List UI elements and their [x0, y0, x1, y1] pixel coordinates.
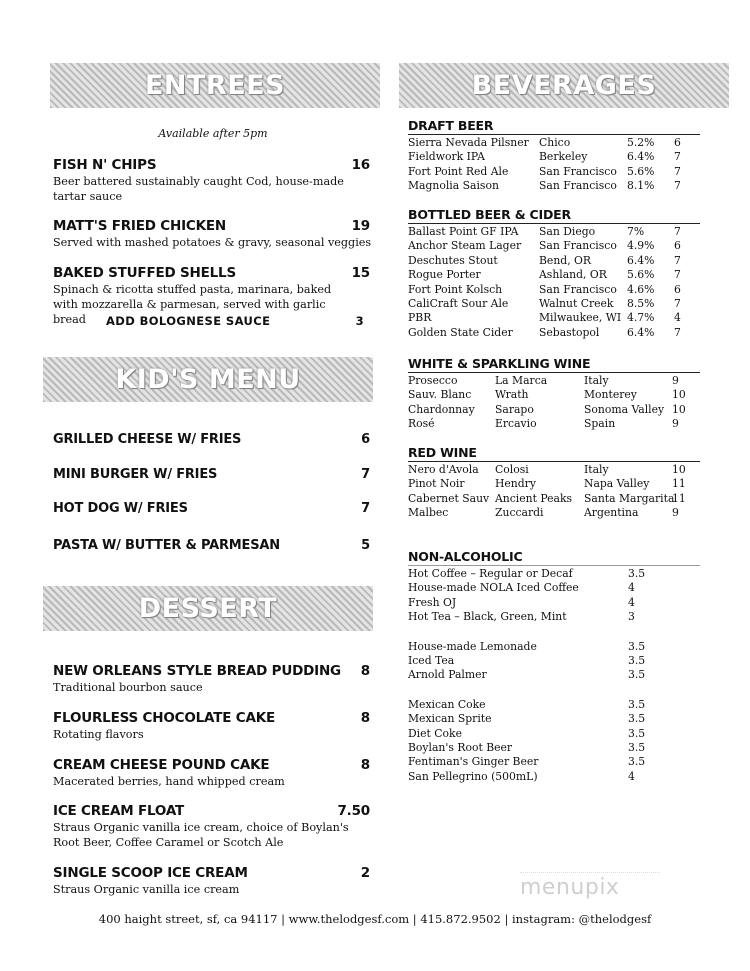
- beverage-cell: Hendry: [495, 477, 536, 491]
- beverage-cell: 7%: [627, 225, 645, 238]
- entree-addon: [106, 314, 364, 328]
- beverage-cell: 3.5: [628, 741, 646, 754]
- beverage-cell: 6.4%: [627, 253, 655, 267]
- bottled-beer-title: BOTTLED BEER & CIDER: [408, 207, 700, 224]
- beverage-cell: Wrath: [495, 388, 529, 402]
- beverage-cell: Walnut Creek: [539, 297, 614, 310]
- non-alcoholic-title: NON-ALCOHOLIC: [408, 549, 700, 566]
- beverage-cell: Mexican Coke: [408, 697, 486, 711]
- dessert-price-float: 7.50: [337, 803, 370, 819]
- kids-item: [53, 538, 370, 553]
- beverage-cell: 3.5: [628, 654, 646, 667]
- kids-name-hot-dog: HOT DOG W/ FRIES: [53, 501, 188, 516]
- beverage-cell: 3.5: [628, 712, 646, 726]
- beverage-cell: 3.5: [628, 639, 646, 653]
- entree-desc-shells: Spinach & ricotta stuffed pasta, marinara, baked with mozzarella & parmesan, served with garlic bread: [53, 283, 332, 326]
- kids-banner: [43, 357, 373, 402]
- beverage-cell: La Marca: [495, 374, 548, 387]
- entree-name-fish: FISH N' CHIPS: [53, 157, 157, 173]
- entree-price-chicken: 19: [351, 218, 370, 234]
- beverage-cell: 6: [674, 239, 681, 253]
- beverage-cell: House-made Lemonade: [408, 639, 537, 653]
- beverage-cell: Hot Coffee – Regular or Decaf: [408, 567, 573, 580]
- beverage-cell: Fentiman's Ginger Beer: [408, 755, 539, 769]
- beverage-cell: Bend, OR: [539, 253, 592, 267]
- entree-item-name: [53, 157, 370, 173]
- beverage-cell: 10: [672, 463, 686, 476]
- kids-name-grilled-cheese: GRILLED CHEESE W/ FRIES: [53, 432, 242, 447]
- beverage-cell: Anchor Steam Lager: [408, 239, 522, 253]
- beverage-cell: Pinot Noir: [408, 477, 465, 491]
- beverage-cell: 6.4%: [627, 150, 655, 164]
- beverage-cell: 4: [674, 311, 681, 325]
- menupix-watermark: menupix: [520, 872, 660, 912]
- beverage-cell: Cabernet Sauv: [408, 491, 490, 505]
- kids-item: [53, 467, 370, 482]
- beverage-cell: Spain: [584, 417, 616, 431]
- beverage-cell: Ballast Point GF IPA: [408, 225, 519, 238]
- beverage-cell: Arnold Palmer: [408, 668, 487, 682]
- draft-beer-title: DRAFT BEER: [408, 118, 700, 135]
- beverage-cell: 4: [628, 595, 635, 609]
- entree-item-name: [53, 265, 370, 281]
- entree-desc-chicken: Served with mashed potatoes & gravy, seasonal veggies: [53, 236, 372, 249]
- entree-price-shells: 15: [351, 265, 370, 281]
- beverage-cell: Berkeley: [539, 150, 588, 164]
- dessert-desc-chocolate-cake: Rotating flavors: [53, 728, 144, 741]
- beverage-cell: Milwaukee, WI: [539, 311, 622, 325]
- entree-name-shells: BAKED STUFFED SHELLS: [53, 265, 236, 281]
- beverage-cell: PBR: [408, 311, 432, 325]
- beverage-cell: Sonoma Valley: [584, 402, 665, 416]
- beverage-cell: Prosecco: [408, 374, 458, 387]
- entree-desc-fish: Beer battered sustainably caught Cod, house-made tartar sauce: [53, 175, 344, 203]
- beverage-cell: Malbec: [408, 506, 449, 520]
- entrees-banner: [50, 63, 380, 108]
- beverage-cell: Italy: [584, 463, 609, 476]
- beverage-cell: 4: [628, 769, 635, 783]
- beverage-cell: Zuccardi: [495, 506, 544, 520]
- beverage-cell: 4.7%: [627, 311, 655, 325]
- beverage-cell: Ercavio: [495, 417, 537, 431]
- beverage-cell: San Francisco: [539, 179, 617, 193]
- beverage-cell: 5.2%: [627, 136, 655, 149]
- beverage-cell: Sebastopol: [539, 325, 600, 339]
- beverage-cell: 6: [674, 282, 681, 296]
- dessert-price-bread-pudding: 8: [360, 663, 370, 679]
- dessert-name-pound-cake: CREAM CHEESE POUND CAKE: [53, 757, 270, 773]
- beverage-cell: Magnolia Saison: [408, 179, 499, 193]
- beverage-cell: 3.5: [628, 726, 646, 740]
- beverage-cell: 8.5%: [627, 297, 655, 310]
- dessert-desc-bread-pudding: Traditional bourbon sauce: [53, 681, 203, 694]
- dessert-item-name: [53, 663, 370, 679]
- beverage-cell: 7: [674, 150, 681, 164]
- dessert-desc-float: Straus Organic vanilla ice cream, choice of Boylan's Root Beer, Coffee Caramel or Scotch Ale: [53, 821, 349, 849]
- beverage-cell: Fort Point Kolsch: [408, 282, 503, 296]
- beverage-cell: Mexican Sprite: [408, 712, 492, 726]
- beverage-cell: 7: [674, 179, 681, 193]
- dessert-price-scoop: 2: [360, 865, 370, 881]
- dessert-desc-scoop: Straus Organic vanilla ice cream: [53, 883, 240, 896]
- beverage-cell: 9: [672, 506, 679, 520]
- beverage-cell: 6.4%: [627, 325, 655, 339]
- beverage-cell: Chardonnay: [408, 402, 475, 416]
- beverage-cell: 7: [674, 268, 681, 282]
- beverage-cell: Golden State Cider: [408, 325, 513, 339]
- beverage-cell: 4.9%: [627, 239, 655, 253]
- beverage-cell: Colosi: [495, 463, 529, 476]
- entree-price-fish: 16: [351, 157, 370, 173]
- footer-contact: 400 haight street, sf, ca 94117 | www.thelodgesf.com | 415.872.9502 | instagram: @thelodgesf: [98, 912, 652, 926]
- beverage-cell: 10: [672, 388, 686, 402]
- beverage-cell: 5.6%: [627, 268, 655, 282]
- beverage-cell: 7: [674, 253, 681, 267]
- kids-name-pasta: PASTA W/ BUTTER & PARMESAN: [53, 538, 280, 553]
- entree-item-name: [53, 218, 370, 234]
- beverage-cell: Ancient Peaks: [495, 491, 573, 505]
- kids-heading: KID'S MENU: [115, 364, 301, 395]
- dessert-name-bread-pudding: NEW ORLEANS STYLE BREAD PUDDING: [53, 663, 341, 679]
- red-wine-title: RED WINE: [408, 445, 700, 462]
- beverage-cell: 9: [672, 417, 679, 431]
- entree-name-chicken: MATT'S FRIED CHICKEN: [53, 218, 227, 234]
- beverage-cell: 6: [674, 136, 681, 149]
- beverage-cell: 3: [628, 610, 635, 624]
- kids-price-pasta: 5: [361, 538, 370, 553]
- beverage-cell: Italy: [584, 374, 609, 387]
- beverage-cell: Diet Coke: [408, 726, 462, 740]
- beverage-cell: 10: [672, 402, 686, 416]
- beverage-cell: 9: [672, 374, 679, 387]
- dessert-name-scoop: SINGLE SCOOP ICE CREAM: [53, 865, 248, 881]
- entrees-availability: Available after 5pm: [158, 127, 268, 140]
- beverage-cell: Sierra Nevada Pilsner: [408, 136, 529, 149]
- beverage-cell: Rogue Porter: [408, 268, 481, 282]
- dessert-item-name: [53, 710, 370, 726]
- beverages-banner: [399, 63, 729, 108]
- beverage-cell: Fort Point Red Ale: [408, 164, 509, 178]
- beverage-cell: Chico: [539, 136, 571, 149]
- beverage-cell: San Diego: [539, 225, 596, 238]
- beverage-cell: 7: [674, 325, 681, 339]
- dessert-name-chocolate-cake: FLOURLESS CHOCOLATE CAKE: [53, 710, 275, 726]
- beverage-cell: San Francisco: [539, 239, 617, 253]
- beverage-cell: Fresh OJ: [408, 595, 457, 609]
- beverage-cell: 11: [672, 477, 686, 491]
- kids-item: [53, 501, 370, 516]
- beverage-cell: 3.5: [628, 697, 646, 711]
- beverage-cell: 7: [674, 225, 681, 238]
- beverage-cell: Boylan's Root Beer: [408, 741, 513, 754]
- kids-name-mini-burger: MINI BURGER W/ FRIES: [53, 467, 218, 482]
- beverage-cell: Nero d'Avola: [408, 463, 479, 476]
- beverage-cell: San Francisco: [539, 282, 617, 296]
- beverage-cell: Rosé: [408, 417, 435, 431]
- beverage-cell: Sarapo: [495, 402, 534, 416]
- white-wine-title: WHITE & SPARKLING WINE: [408, 356, 700, 373]
- beverage-cell: Monterey: [584, 388, 637, 402]
- beverage-cell: 3.5: [628, 567, 646, 580]
- dessert-name-float: ICE CREAM FLOAT: [53, 803, 185, 819]
- beverage-cell: Napa Valley: [584, 477, 650, 491]
- beverage-cell: Argentina: [584, 506, 639, 520]
- beverage-cell: Sauv. Blanc: [408, 388, 472, 402]
- dessert-item-name: [53, 757, 370, 773]
- addon-name: ADD BOLOGNESE SAUCE: [106, 314, 271, 328]
- beverages-heading: BEVERAGES: [471, 70, 657, 101]
- beverage-cell: Hot Tea – Black, Green, Mint: [408, 610, 567, 624]
- beverage-cell: 4.6%: [627, 282, 655, 296]
- beverage-cell: San Pellegrino (500mL): [408, 769, 538, 783]
- beverage-cell: San Francisco: [539, 164, 617, 178]
- dessert-price-chocolate-cake: 8: [360, 710, 370, 726]
- beverage-cell: 3.5: [628, 755, 646, 769]
- dessert-price-pound-cake: 8: [360, 757, 370, 773]
- beverage-cell: 5.6%: [627, 164, 655, 178]
- beverage-cell: CaliCraft Sour Ale: [408, 297, 509, 310]
- kids-price-mini-burger: 7: [361, 467, 370, 482]
- beverage-cell: 4: [628, 581, 635, 595]
- beverage-cell: Fieldwork IPA: [408, 150, 485, 164]
- beverage-cell: Deschutes Stout: [408, 253, 498, 267]
- kids-price-hot-dog: 7: [361, 501, 370, 516]
- addon-price: 3: [355, 314, 364, 328]
- dessert-banner: [43, 586, 373, 631]
- beverage-cell: Ashland, OR: [539, 268, 607, 282]
- kids-item: [53, 432, 370, 447]
- beverage-cell: 8.1%: [627, 179, 655, 193]
- dessert-desc-pound-cake: Macerated berries, hand whipped cream: [53, 775, 285, 788]
- beverage-cell: 7: [674, 164, 681, 178]
- dessert-heading: DESSERT: [138, 593, 278, 624]
- beverage-cell: 7: [674, 297, 681, 310]
- beverage-cell: House-made NOLA Iced Coffee: [408, 581, 579, 595]
- beverage-cell: 3.5: [628, 668, 646, 682]
- dessert-item-name: [53, 865, 370, 881]
- beverage-cell: 11: [672, 491, 686, 505]
- beverage-cell: Iced Tea: [408, 654, 455, 667]
- entrees-heading: ENTREES: [144, 70, 286, 101]
- dessert-item-name: [53, 803, 370, 819]
- kids-price-grilled-cheese: 6: [361, 432, 370, 447]
- beverage-cell: Santa Margarita: [584, 491, 675, 505]
